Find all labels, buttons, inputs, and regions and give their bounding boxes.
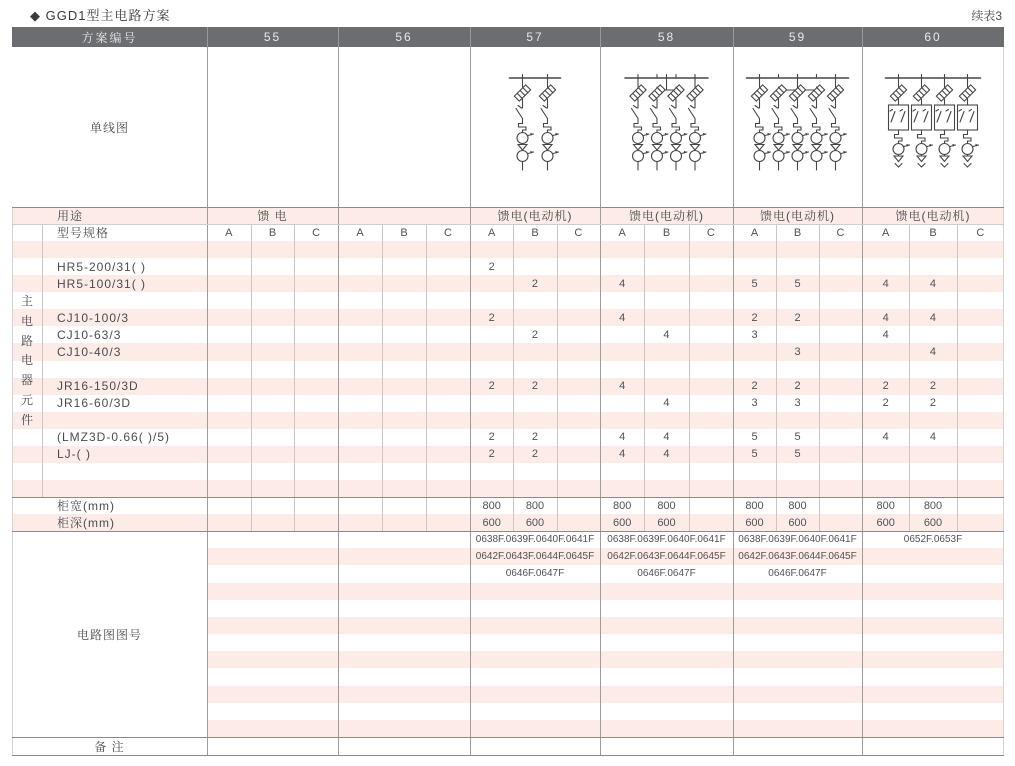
subcol-header: C <box>706 226 715 239</box>
data-cell: 2 <box>531 448 539 461</box>
row-band <box>12 241 1004 258</box>
data-cell: 2 <box>488 380 495 393</box>
data-cell: 2 <box>882 380 889 393</box>
scheme-table <box>12 27 1004 755</box>
data-cell: 4 <box>929 277 937 290</box>
data-cell: 2 <box>794 380 801 393</box>
data-cell: 4 <box>619 448 626 461</box>
data-cell: 4 <box>929 345 937 358</box>
single-line-diagram-60 <box>862 47 1004 207</box>
scheme-header-cell: 57 <box>526 30 544 44</box>
subcol-header: A <box>881 226 890 239</box>
cabinet-width-label: 柜宽(mm) <box>57 499 115 513</box>
cabinet-width-cell: 800 <box>788 499 807 512</box>
figure-number-cell: 0646F.0647F <box>505 568 565 580</box>
row-band <box>12 412 1004 429</box>
data-cell: 2 <box>929 380 937 393</box>
data-cell: 4 <box>663 431 670 444</box>
data-cell: 3 <box>794 345 801 358</box>
divider-line <box>382 224 383 531</box>
cabinet-width-cell: 800 <box>525 499 545 512</box>
component-label: JR16-150/3D <box>57 379 139 394</box>
scheme-header-cell: 56 <box>395 30 413 44</box>
data-cell: 2 <box>488 260 495 273</box>
scheme-header-cell: 60 <box>924 30 942 44</box>
divider-line <box>251 224 252 531</box>
data-cell: 4 <box>882 328 889 341</box>
data-cell: 2 <box>751 311 758 324</box>
figure-number-cell: 0638F.0639F.0640F.0641F <box>475 534 595 546</box>
data-cell: 2 <box>751 380 758 393</box>
data-cell: 2 <box>531 380 539 393</box>
figure-number-cell: 0652F.0653F <box>903 534 963 546</box>
row-band <box>207 617 1004 634</box>
divider-line <box>957 224 958 531</box>
component-label: (LMZ3D-0.66( )/5) <box>57 430 171 445</box>
data-cell: 5 <box>751 277 758 290</box>
subcol-header: A <box>356 226 364 239</box>
header-divider <box>733 27 734 47</box>
single-line-diagram-58 <box>600 47 733 207</box>
header-divider <box>600 27 601 47</box>
figure-number-cell: 0638F.0639F.0640F.0641F <box>607 534 726 546</box>
vertical-section-label-char: 电 <box>20 313 33 328</box>
vertical-section-label-char: 电 <box>20 353 33 368</box>
data-cell: 5 <box>751 431 758 444</box>
usage-cell: 馈电(电动机) <box>895 209 971 224</box>
data-cell: 4 <box>663 448 670 461</box>
cabinet-depth-cell: 600 <box>788 516 807 529</box>
cabinet-width-cell: 800 <box>923 499 943 512</box>
data-cell: 4 <box>619 380 626 393</box>
divider-line <box>294 224 295 531</box>
row-band <box>207 686 1004 703</box>
data-cell: 4 <box>663 397 670 410</box>
row-band <box>12 480 1004 497</box>
figure-number-cell: 0646F.0647F <box>637 568 696 580</box>
divider-line <box>557 224 558 531</box>
cabinet-depth-cell: 600 <box>482 516 501 529</box>
page-title: ◆ GGD1型主电路方案 <box>30 8 171 23</box>
usage-cell: 馈电(电动机) <box>629 209 704 224</box>
row-band <box>207 720 1004 737</box>
divider-line <box>689 224 690 531</box>
component-label: LJ-( ) <box>57 447 91 462</box>
subcol-header: C <box>836 226 845 239</box>
header-divider <box>338 27 339 47</box>
data-cell: 5 <box>751 448 758 461</box>
remarks-label: 备 注 <box>94 739 125 754</box>
single-line-diagram-59 <box>733 47 862 207</box>
data-cell: 3 <box>794 397 801 410</box>
component-label: CJ10-40/3 <box>57 344 122 359</box>
figure-number-cell: 0638F.0639F.0640F.0641F <box>738 534 857 546</box>
figure-number-cell: 0642F.0643F.0644F.0645F <box>475 551 595 563</box>
data-cell: 2 <box>531 277 539 290</box>
component-label: CJ10-100/3 <box>57 310 130 325</box>
data-cell: 2 <box>531 328 539 341</box>
data-cell: 2 <box>488 311 495 324</box>
subcol-header: B <box>793 226 802 239</box>
subcol-header: C <box>312 226 321 239</box>
data-cell: 4 <box>929 311 937 324</box>
subcol-header: C <box>574 226 583 239</box>
usage-cell: 馈电(电动机) <box>497 209 573 224</box>
cabinet-width-cell: 800 <box>657 499 676 512</box>
single-line-diagram-57 <box>470 47 600 207</box>
rule-line <box>12 755 1004 756</box>
scheme-header-cell: 59 <box>788 30 807 44</box>
vertical-section-label-char: 器 <box>20 373 33 388</box>
cabinet-width-cell: 800 <box>612 499 632 512</box>
data-cell: 5 <box>794 277 801 290</box>
vertical-section-label-char: 元 <box>20 393 33 407</box>
figures-label: 电路图图号 <box>76 627 142 642</box>
divider-line <box>426 224 427 531</box>
data-cell: 5 <box>794 431 801 444</box>
cabinet-depth-cell: 600 <box>745 516 764 529</box>
header-divider <box>207 27 208 47</box>
data-cell: 4 <box>663 328 670 341</box>
cabinet-width-cell: 800 <box>482 499 501 512</box>
subcol-header: B <box>268 226 277 239</box>
data-cell: 4 <box>619 431 626 444</box>
data-cell: 4 <box>929 431 937 444</box>
usage-cell: 馈电(电动机) <box>760 209 835 224</box>
subcol-header: B <box>929 226 937 239</box>
cabinet-depth-cell: 600 <box>612 516 632 529</box>
component-label: JR16-60/3D <box>57 396 132 411</box>
cabinet-depth-cell: 600 <box>525 516 545 529</box>
cabinet-width-cell: 800 <box>876 499 895 512</box>
cabinet-depth-cell: 600 <box>876 516 895 529</box>
component-label: HR5-200/31( ) <box>57 259 147 274</box>
divider-line <box>819 224 820 531</box>
figure-number-cell: 0642F.0643F.0644F.0645F <box>607 551 726 563</box>
subcol-header: B <box>400 226 408 239</box>
diagram-section-label: 单线图 <box>89 120 129 135</box>
subcol-header: A <box>750 226 759 239</box>
row-band <box>207 583 1004 600</box>
component-label: CJ10-63/3 <box>57 327 122 342</box>
header-divider <box>470 27 471 47</box>
usage-cell: 馈 电 <box>257 209 288 224</box>
data-cell: 2 <box>488 448 495 461</box>
data-cell: 4 <box>882 311 889 324</box>
spec-label: 型号规格 <box>57 226 110 241</box>
data-cell: 5 <box>794 448 801 461</box>
row-band <box>207 651 1004 668</box>
cabinet-width-cell: 800 <box>745 499 764 512</box>
data-cell: 4 <box>619 277 626 290</box>
component-label: HR5-100/31( ) <box>57 276 147 291</box>
data-cell: 2 <box>882 397 889 410</box>
figure-number-cell: 0642F.0643F.0644F.0645F <box>738 551 857 563</box>
cabinet-depth-label: 柜深(mm) <box>57 516 115 530</box>
data-cell: 4 <box>882 431 889 444</box>
subcol-header: C <box>976 226 985 239</box>
continuation-note: 续表3 <box>971 9 1002 23</box>
scheme-header-label: 方案编号 <box>81 30 138 45</box>
divider-line <box>338 47 339 755</box>
subcol-header: A <box>225 226 233 239</box>
subcol-header: C <box>444 226 452 239</box>
scheme-header-cell: 55 <box>263 30 282 44</box>
subcol-header: A <box>487 226 496 239</box>
data-cell: 2 <box>531 431 539 444</box>
vertical-section-label-char: 主 <box>20 294 33 308</box>
figure-number-cell: 0646F.0647F <box>768 568 827 580</box>
data-cell: 2 <box>488 431 495 444</box>
header-divider <box>862 27 863 47</box>
subcol-header: B <box>662 226 671 239</box>
data-cell: 3 <box>751 328 758 341</box>
vertical-section-label-char: 件 <box>20 412 33 427</box>
vertical-section-label-char: 路 <box>20 333 33 348</box>
data-cell: 4 <box>619 311 626 324</box>
divider-line <box>207 47 208 755</box>
subcol-header: B <box>531 226 539 239</box>
cabinet-depth-cell: 600 <box>657 516 676 529</box>
data-cell: 2 <box>929 397 937 410</box>
data-cell: 4 <box>882 277 889 290</box>
scheme-header-cell: 58 <box>657 30 676 44</box>
subcol-header: A <box>618 226 626 239</box>
data-cell: 2 <box>794 311 801 324</box>
cabinet-depth-cell: 600 <box>923 516 943 529</box>
usage-label: 用途 <box>57 209 84 224</box>
data-cell: 3 <box>751 397 758 410</box>
